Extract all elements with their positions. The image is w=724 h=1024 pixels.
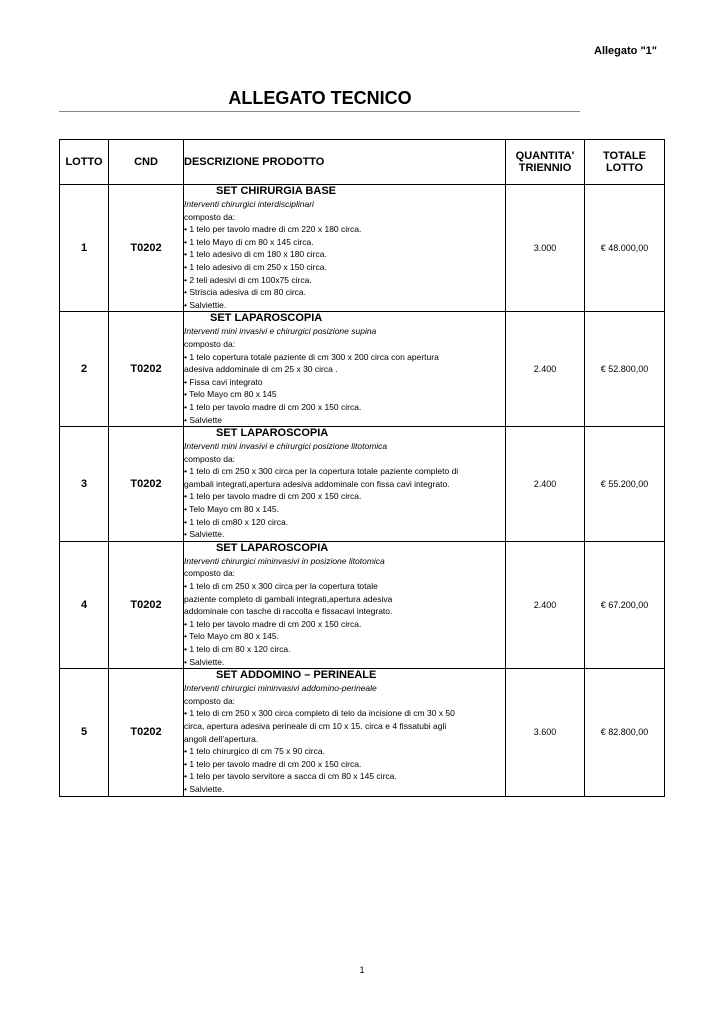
desc-line: composto da: <box>184 453 236 464</box>
desc-line: composto da: <box>184 211 236 222</box>
desc-line: • Salviette <box>184 414 222 425</box>
desc-line: paziente completo di gambali integrati,apertura adesiva <box>184 593 393 604</box>
header-quantita <box>506 140 585 185</box>
quantity-cell: 2.400 <box>506 312 585 427</box>
set-title: SET LAPAROSCOPIA <box>216 541 329 554</box>
header-quantita-line1: QUANTITA' <box>515 150 575 162</box>
header-totale <box>585 140 665 185</box>
table-row <box>60 312 665 427</box>
header-totale-line2: LOTTO <box>605 162 644 174</box>
total-cell: € 82.800,00 <box>585 669 665 796</box>
desc-line: • Salviette. <box>184 783 225 794</box>
desc-line: circa, apertura adesiva perineale di cm 10 x 15. circa e 4 fissatubi agli <box>184 720 447 731</box>
total-cell: € 52.800,00 <box>585 312 665 427</box>
attachment-label: Allegato "1" <box>594 45 657 57</box>
cnd-cell: T0202 <box>109 541 184 668</box>
desc-line: gambali integrati,apertura adesiva addominale con fissa cavi integrato. <box>184 478 450 489</box>
desc-line: angoli dell’apertura. <box>184 733 259 744</box>
desc-line: • 1 telo di cm 250 x 300 circa completo di telo da incisione di cm 30 x 50 <box>184 708 455 719</box>
desc-line: • Fissa cavi integrato <box>184 376 263 387</box>
total-cell: € 55.200,00 <box>585 427 665 542</box>
title-divider <box>59 111 580 112</box>
cnd-cell: T0202 <box>109 669 184 796</box>
total-cell: € 48.000,00 <box>585 185 665 312</box>
header-lotto: LOTTO <box>60 140 109 185</box>
set-title: SET LAPAROSCOPIA <box>216 427 329 440</box>
desc-line: composto da: <box>184 695 236 706</box>
set-subtitle: Interventi chirurgici interdisciplinari <box>184 199 314 209</box>
set-subtitle: Interventi mini invasivi e chirurgici posizione supina <box>184 326 377 337</box>
cnd-cell: T0202 <box>109 427 184 542</box>
header-quantita-line2: TRIENNIO <box>518 162 572 174</box>
header-totale-line1: TOTALE <box>603 150 646 162</box>
desc-line: • 1 telo copertura totale paziente di cm 300 x 200 circa con apertura <box>184 351 439 362</box>
description-cell <box>184 427 506 542</box>
desc-line: • 1 telo chirurgico di cm 75 x 90 circa. <box>184 746 325 757</box>
cnd-cell: T0202 <box>109 312 184 427</box>
desc-line: addominale con tasche di raccolta e fissacavi integrato. <box>184 606 393 617</box>
lots-table <box>59 139 665 797</box>
set-subtitle: Interventi chirurgici mininvasivi in posizione litotomica <box>184 555 385 566</box>
lotto-cell: 3 <box>60 427 109 542</box>
set-title: SET CHIRURGIA BASE <box>216 185 336 197</box>
description-cell <box>184 541 506 668</box>
set-subtitle: Interventi chirurgici mininvasivi addomino-perineale <box>184 683 377 694</box>
quantity-cell: 2.400 <box>506 427 585 542</box>
desc-line: • Salviette. <box>184 656 225 667</box>
desc-line: • 1 telo di cm 80 x 120 circa. <box>184 644 291 654</box>
desc-line: • Telo Mayo cm 80 x 145 <box>184 389 277 400</box>
table-header-row <box>60 140 665 185</box>
table-row <box>60 427 665 542</box>
quantity-cell: 2.400 <box>506 541 585 668</box>
desc-line: • 1 telo per tavolo madre di cm 200 x 150 circa. <box>184 491 362 502</box>
set-title: SET LAPAROSCOPIA <box>210 312 323 325</box>
quantity-cell: 3.000 <box>506 185 585 312</box>
desc-line: adesiva addominale di cm 25 x 30 circa . <box>184 364 338 375</box>
desc-line: • Telo Mayo cm 80 x 145. <box>184 504 279 515</box>
desc-line: composto da: <box>184 568 236 579</box>
desc-line: • 1 telo per tavolo madre di cm 200 x 150 circa. <box>184 758 362 769</box>
lotto-cell: 1 <box>60 185 109 312</box>
desc-line: • 1 telo adesivo di cm 250 x 150 circa. <box>184 261 327 272</box>
desc-line: • 1 telo per tavolo servitore a sacca di cm 80 x 145 circa. <box>184 771 397 782</box>
desc-line: • 1 telo adesivo di cm 180 x 180 circa. <box>184 249 327 260</box>
desc-line: • Salviette. <box>184 529 225 540</box>
description-cell <box>184 185 506 312</box>
desc-line: composto da: <box>184 338 236 349</box>
table-row <box>60 541 665 668</box>
desc-line: • 1 telo per tavolo madre di cm 220 x 180 circa. <box>184 224 362 235</box>
description-cell <box>184 312 506 427</box>
lotto-cell: 4 <box>60 541 109 668</box>
page-number: 1 <box>359 965 365 975</box>
desc-line: • 1 telo di cm 250 x 300 circa per la copertura totale paziente completo di <box>184 466 459 477</box>
header-cnd: CND <box>109 140 184 185</box>
desc-line: • 1 telo di cm 250 x 300 circa per la copertura totale <box>184 581 378 592</box>
desc-line: • 1 telo Mayo di cm 80 x 145 circa. <box>184 236 314 247</box>
quantity-cell: 3.600 <box>506 669 585 796</box>
desc-line: • 1 telo per tavolo madre di cm 200 x 150 circa. <box>184 618 362 629</box>
lotto-cell: 5 <box>60 669 109 796</box>
set-subtitle: Interventi mini invasivi e chirurgici posizione litotomica <box>184 441 388 452</box>
header-descrizione: DESCRIZIONE PRODOTTO <box>184 140 506 185</box>
desc-line: • Salviettie. <box>184 299 227 310</box>
set-title: SET ADDOMINO – PERINEALE <box>216 669 377 682</box>
desc-line: • 1 telo di cm80 x 120 circa. <box>184 516 289 527</box>
cnd-cell: T0202 <box>109 185 184 312</box>
document-title: ALLEGATO TECNICO <box>228 88 412 108</box>
desc-line: • 1 telo per tavolo madre di cm 200 x 150 circa. <box>184 401 362 412</box>
desc-line: • 2 teli adesivi di cm 100x75 circa. <box>184 274 312 285</box>
description-cell <box>184 669 506 796</box>
desc-line: • Telo Mayo cm 80 x 145. <box>184 631 279 642</box>
total-cell: € 67.200,00 <box>585 541 665 668</box>
table-row <box>60 669 665 796</box>
desc-line: • Striscia adesiva di cm 80 circa. <box>184 287 307 298</box>
table-row <box>60 185 665 312</box>
lotto-cell: 2 <box>60 312 109 427</box>
